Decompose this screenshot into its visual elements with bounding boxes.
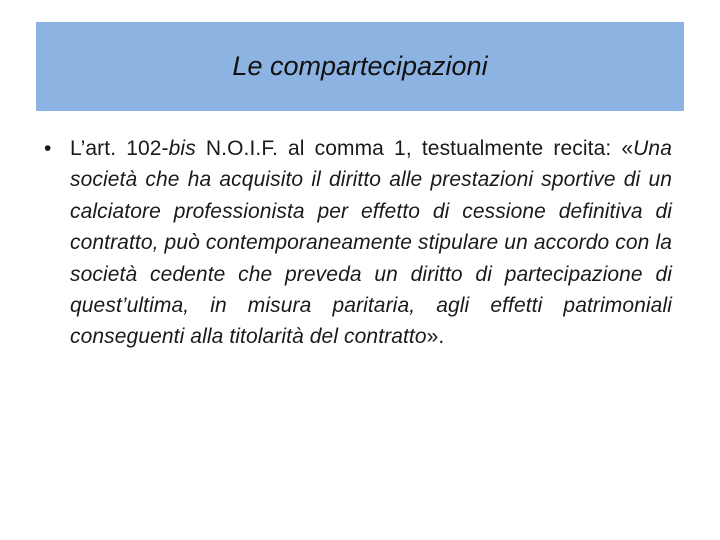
- intro-text-2: N.O.I.F. al comma 1, testualmente recita: «: [195, 137, 634, 160]
- bullet-marker: •: [44, 137, 52, 160]
- intro-text: L’art. 102-: [70, 137, 169, 160]
- title-bar: [36, 22, 684, 111]
- closing-text: ».: [426, 325, 445, 349]
- bullet-text: [70, 133, 672, 353]
- slide-title: Le compartecipazioni: [232, 51, 488, 81]
- slide-content: [44, 133, 672, 353]
- quoted-text: Una società che ha acquisito il diritto alle prestazioni sportive di un calciatore professionista per effetto di cessione definitiva di contratto, può contemporaneamente stipulare un accordo con la società cedente che preveda un diritto di partecipazione di quest’ultima, in misura paritaria, agli effetti patrimoniali conseguenti alla titolarità del contratto: [70, 137, 672, 349]
- bullet-item: [44, 133, 672, 353]
- intro-bis: bis: [168, 137, 196, 160]
